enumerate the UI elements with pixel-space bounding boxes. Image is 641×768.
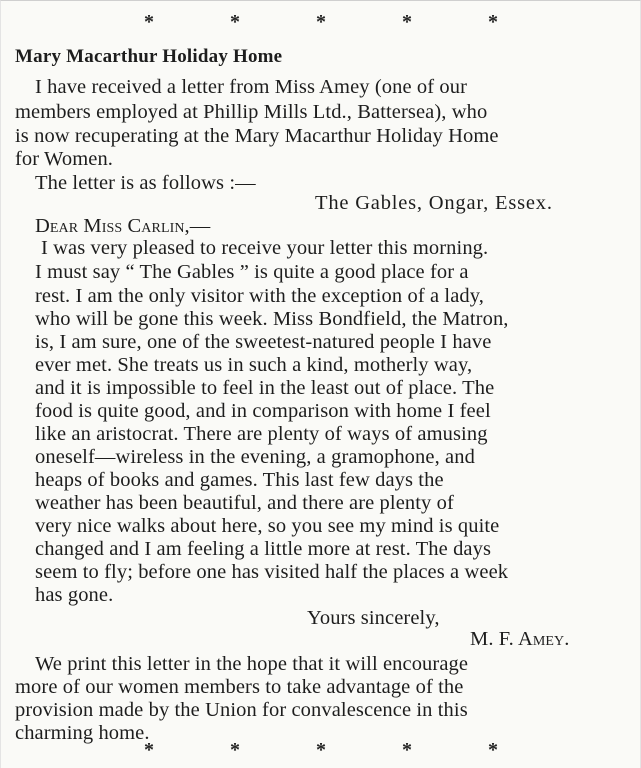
article-heading: Mary Macarthur Holiday Home <box>15 46 283 67</box>
letter-signature: M. F. Amey. <box>470 628 570 650</box>
star-ornament: * <box>402 739 412 761</box>
letter-line: food is quite good, and in comparison with home I feel <box>35 400 491 422</box>
star-ornament: * <box>402 11 412 33</box>
intro-line: I have received a letter from Miss Amey (one of our <box>35 76 468 98</box>
intro-line: for Women. <box>15 148 114 170</box>
letter-line: I was very pleased to receive your letter this morning. <box>41 237 489 259</box>
letter-line: has gone. <box>35 584 114 606</box>
closing-line: charming home. <box>15 722 150 744</box>
letter-line: seem to fly; before one has visited half the places a week <box>35 561 509 583</box>
closing-line: more of our women members to take advantage of the <box>15 676 464 698</box>
star-ornament: * <box>230 739 240 761</box>
letter-line: is, I am sure, one of the sweetest-natured people I have <box>35 331 492 353</box>
letter-closing: Yours sincerely, <box>307 607 440 629</box>
letter-line: changed and I am feeling a little more at rest. The days <box>35 538 492 560</box>
letter-line: rest. I am the only visitor with the exception of a lady, <box>35 285 484 307</box>
letter-address: The Gables, Ongar, Essex. <box>315 192 553 214</box>
star-ornament: * <box>144 11 154 33</box>
letter-line: like an aristocrat. There are plenty of ways of amusing <box>35 423 488 445</box>
letter-line: very nice walks about here, so you see my mind is quite <box>35 515 500 537</box>
intro-line: members employed at Phillip Mills Ltd., Battersea), who <box>15 101 488 123</box>
letter-line: I must say “ The Gables ” is quite a good place for a <box>35 261 469 283</box>
star-ornament: * <box>316 11 326 33</box>
letter-line: and it is impossible to feel in the least out of place. The <box>35 377 495 399</box>
letter-line: oneself—wireless in the evening, a gramophone, and <box>35 446 475 468</box>
bottom-star-divider <box>141 739 501 762</box>
letter-salutation: Dear Miss Carlin,— <box>35 215 211 237</box>
letter-line: who will be gone this week. Miss Bondfield, the Matron, <box>35 308 509 330</box>
closing-line: provision made by the Union for convalescence in this <box>15 699 468 721</box>
star-ornament: * <box>488 739 498 761</box>
star-ornament: * <box>144 739 154 761</box>
letter-line: weather has been beautiful, and there are plenty of <box>35 492 454 514</box>
letter-line: heaps of books and games. This last few days the <box>35 469 444 491</box>
top-star-divider <box>141 11 501 34</box>
star-ornament: * <box>488 11 498 33</box>
letter-intro: The letter is as follows :— <box>35 172 256 194</box>
closing-line: We print this letter in the hope that it will encourage <box>35 653 469 675</box>
star-ornament: * <box>230 11 240 33</box>
intro-line: is now recuperating at the Mary Macarthur Holiday Home <box>15 125 499 147</box>
star-ornament: * <box>316 739 326 761</box>
letter-line: ever met. She treats us in such a kind, motherly way, <box>35 354 473 376</box>
